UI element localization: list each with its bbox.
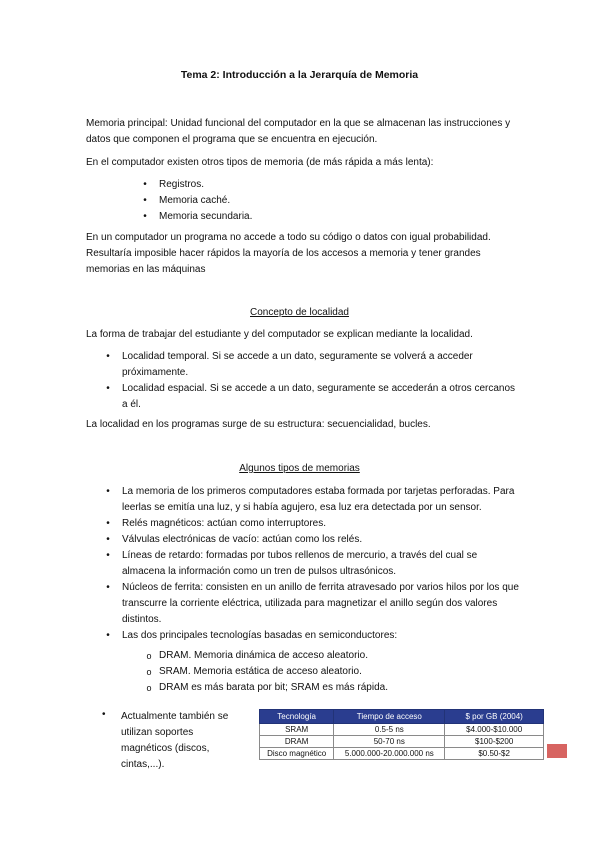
- section-heading-memory-types: Algunos tipos de memorias: [239, 463, 360, 474]
- list-item: • Válvulas electrónicas de vacío: actúan como los relés.: [122, 532, 522, 548]
- table-row: [260, 724, 544, 736]
- table-header-access-time: Tiempo de acceso: [334, 710, 445, 724]
- table-cell: $0.50-$2: [445, 748, 544, 760]
- list-item: o SRAM. Memoria estática de acceso aleatorio.: [159, 664, 519, 680]
- intro-paragraph-1: Memoria principal: Unidad funcional del computador en la que se almacenan las instrucciones y datos que componen el programa que se encuentra en ejecución.: [86, 118, 511, 145]
- intro-paragraph-3: En un computador un programa no accede a todo su código o datos con igual probabilidad. Resultaría imposible hacer rápidos la mayoría de los accesos a memoria y tener grandes memorias en las máquinas: [86, 232, 491, 275]
- list-item: • Relés magnéticos: actúan como interruptores.: [122, 516, 522, 532]
- section-heading-locality: Concepto de localidad: [250, 307, 349, 318]
- list-item: • Localidad espacial. Si se accede a un dato, seguramente se accederán a otros cercanos a él.: [122, 381, 522, 413]
- list-item: • Registros.: [159, 177, 252, 193]
- circle-bullet-icon: o: [146, 683, 152, 693]
- circle-bullet-icon: o: [146, 667, 152, 677]
- memory-comparison-table: [259, 709, 544, 760]
- bullet-icon: •: [143, 179, 147, 190]
- table-cell: $4.000-$10.000: [445, 724, 544, 736]
- bullet-icon: •: [102, 709, 106, 720]
- bullet-icon: •: [106, 582, 110, 593]
- page-title: Tema 2: Introducción a la Jerarquía de Memoria: [180, 69, 419, 81]
- list-item: • Memoria secundaria.: [159, 209, 252, 225]
- table-cell: 5.000.000-20.000.000 ns: [334, 748, 445, 760]
- bullet-icon: •: [106, 550, 110, 561]
- magnetic-media-text: Actualmente también se utilizan soportes magnéticos (discos, cintas,...).: [121, 711, 229, 770]
- bullet-icon: •: [106, 518, 110, 529]
- list-item: • Núcleos de ferrita: consisten en un anillo de ferrita atravesado por varios hilos por los que transcurre la corriente eléctrica, utilizada para magnetizar el anillo según dos valores distintos.: [122, 580, 522, 628]
- bullet-icon: •: [106, 486, 110, 497]
- bullet-icon: •: [106, 534, 110, 545]
- list-item: • La memoria de los primeros computadores estaba formada por tarjetas perforadas. Para leerlas se emitía una luz, y si había agujero, esa luz era detectada por un sensor.: [122, 484, 522, 516]
- table-cell: SRAM: [260, 724, 334, 736]
- bullet-icon: •: [143, 211, 147, 222]
- table-cell: Disco magnético: [260, 748, 334, 760]
- table-cell: 0.5-5 ns: [334, 724, 445, 736]
- bullet-icon: •: [106, 351, 110, 362]
- circle-bullet-icon: o: [146, 651, 152, 661]
- table-cell: DRAM: [260, 736, 334, 748]
- locality-paragraph-1: La forma de trabajar del estudiante y del computador se explican mediante la localidad.: [86, 329, 473, 340]
- table-cell: 50-70 ns: [334, 736, 445, 748]
- bullet-icon: •: [106, 383, 110, 394]
- table-cell: $100-$200: [445, 736, 544, 748]
- table-row: [260, 736, 544, 748]
- list-item: • Memoria caché.: [159, 193, 252, 209]
- watermark-logo: [547, 744, 567, 758]
- list-item: • Líneas de retardo: formadas por tubos rellenos de mercurio, a través del cual se almacena la información como un tren de pulsos ultrasónicos.: [122, 548, 522, 580]
- bullet-icon: •: [106, 630, 110, 641]
- table-header-cost: $ por GB (2004): [445, 710, 544, 724]
- table-row: [260, 748, 544, 760]
- intro-paragraph-2: En el computador existen otros tipos de memoria (de más rápida a más lenta):: [86, 157, 434, 168]
- bullet-icon: •: [143, 195, 147, 206]
- semiconductor-sublist: [146, 648, 519, 696]
- list-item: • Localidad temporal. Si se accede a un dato, seguramente se volverá a acceder próximamente.: [122, 349, 522, 381]
- locality-paragraph-2: La localidad en los programas surge de su estructura: secuencialidad, bucles.: [86, 419, 431, 430]
- list-item: o DRAM. Memoria dinámica de acceso aleatorio.: [159, 648, 519, 664]
- table-header-row: [260, 710, 544, 724]
- table-header-technology: Tecnología: [260, 710, 334, 724]
- memory-types-list: [143, 177, 253, 225]
- memory-history-list: [106, 484, 522, 644]
- list-item: o DRAM es más barata por bit; SRAM es más rápida.: [159, 680, 519, 696]
- locality-list: [106, 349, 522, 413]
- list-item: • Las dos principales tecnologías basadas en semiconductores:: [122, 628, 522, 644]
